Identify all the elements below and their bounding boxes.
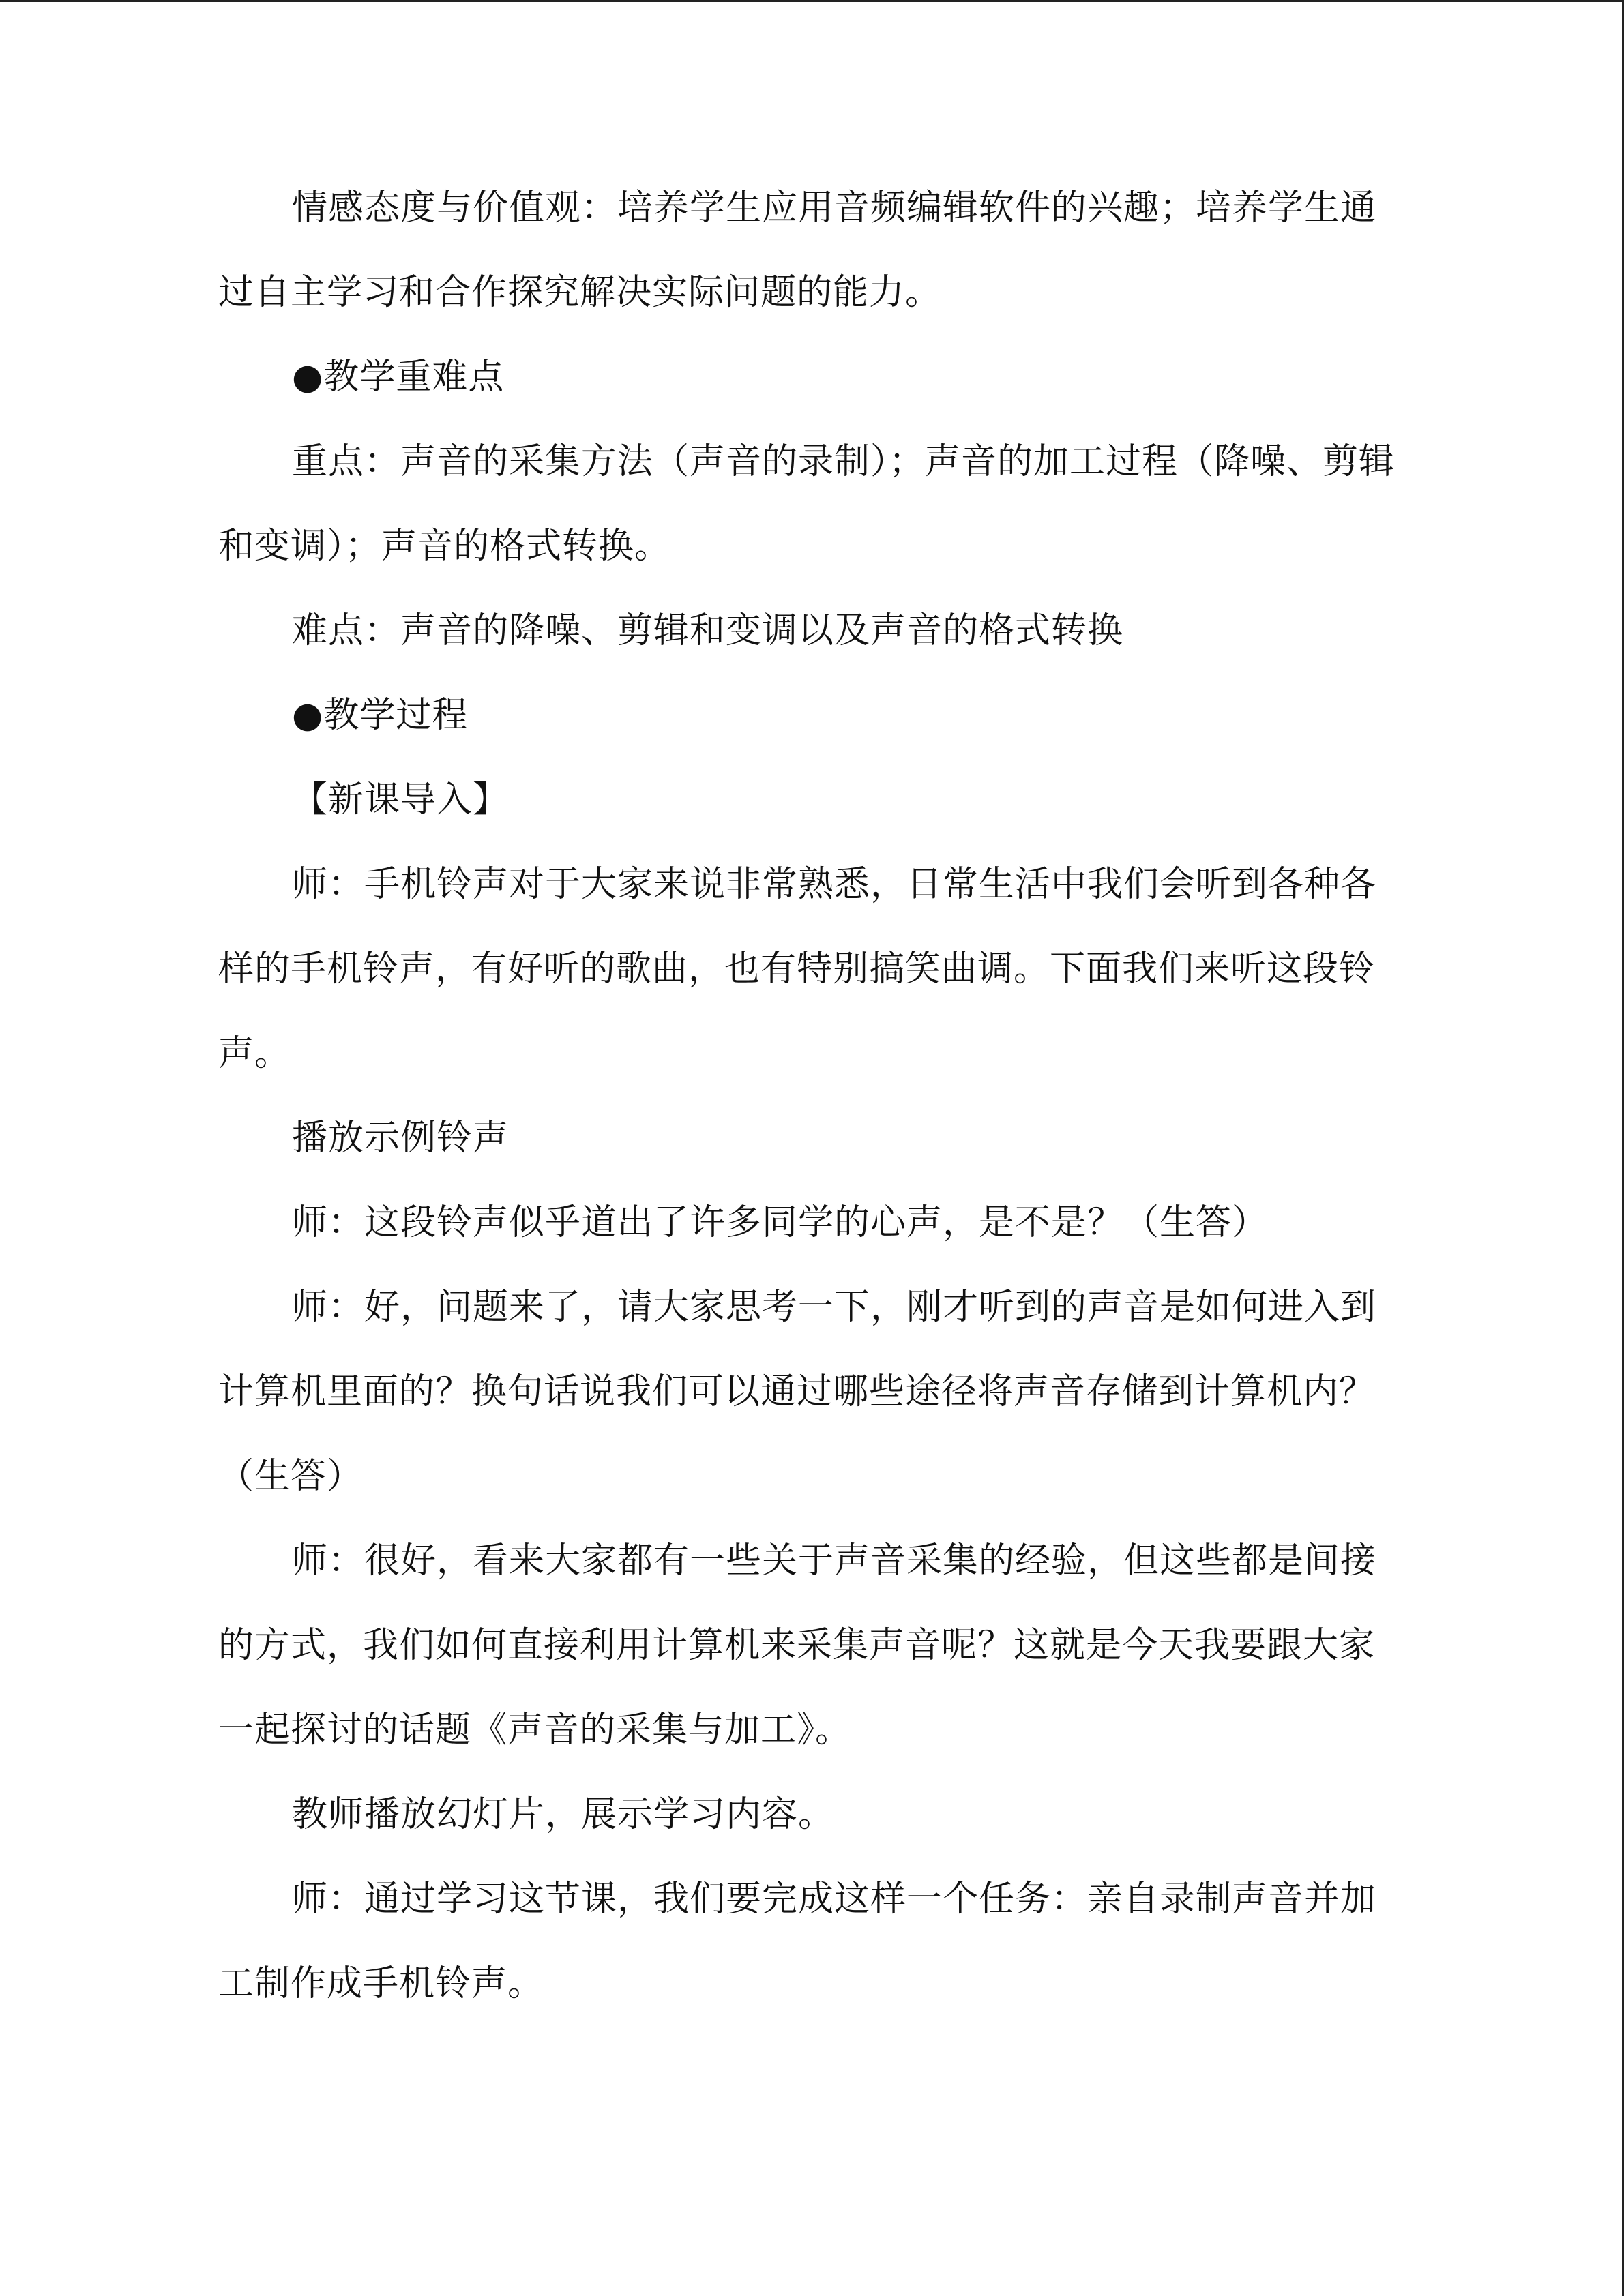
- paragraph-play-sample: 播放示例铃声: [292, 1118, 510, 1159]
- paragraph-key-points: 重点：声音的采集方法（声音的录制）；声音的加工过程（降噪、剪辑和变调）；声音的格式转换。: [218, 441, 1396, 567]
- paragraph-slides: 教师播放幻灯片，展示学习内容。: [292, 1794, 835, 1835]
- heading-new-lesson-intro: 【新课导入】: [292, 779, 510, 820]
- paragraph-teacher-ringtone-intro: 师：手机铃声对于大家来说非常熟悉，日常生活中我们会听到各种各样的手机铃声，有好听的歌曲，也有特别搞笑曲调。下面我们来听这段铃声。: [218, 864, 1377, 1074]
- paragraph-teacher-question-1: 师：这段铃声似乎道出了许多同学的心声，是不是？（生答）: [292, 1202, 1269, 1243]
- heading-teaching-process: ●教学过程: [292, 695, 469, 736]
- paragraph-emotional-goals: 情感态度与价值观：培养学生应用音频编辑软件的兴趣；培养学生通过自主学习和合作探究解决实际问题的能力。: [218, 188, 1377, 313]
- heading-key-difficult-points: ●教学重难点: [292, 357, 505, 398]
- paragraph-teacher-question-2: 师：好，问题来了，请大家思考一下，刚才听到的声音是如何进入到计算机里面的？换句话说我们可以通过哪些途径将声音存储到计算机内？（生答）: [218, 1287, 1377, 1497]
- paragraph-difficult-points: 难点：声音的降噪、剪辑和变调以及声音的格式转换: [292, 610, 1124, 651]
- paragraph-task: 师：通过学习这节课，我们要完成这样一个任务：亲自录制声音并加工制作成手机铃声。: [218, 1879, 1377, 2004]
- paragraph-teacher-topic: 师：很好，看来大家都有一些关于声音采集的经验，但这些都是间接的方式，我们如何直接利用计算机来采集声音呢？这就是今天我要跟大家一起探讨的话题《声音的采集与加工》。: [218, 1540, 1377, 1750]
- document-body: [218, 166, 1405, 2026]
